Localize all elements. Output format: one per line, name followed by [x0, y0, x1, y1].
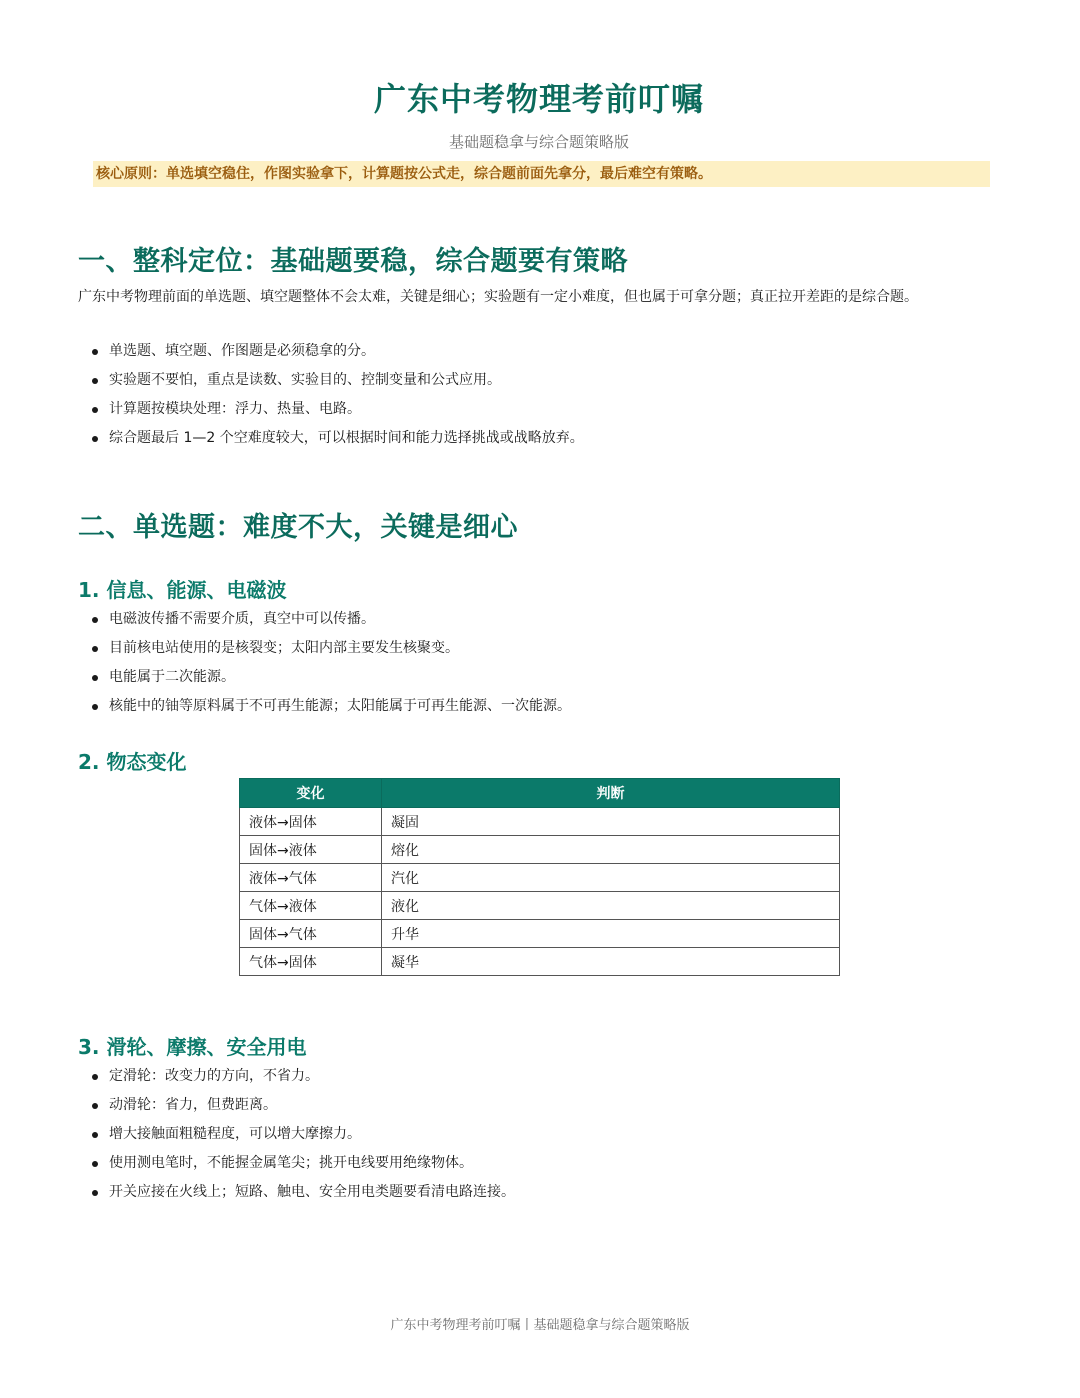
- list-item: 综合题最后 1—2 个空难度较大，可以根据时间和能力选择挑战或战略放弃。: [78, 424, 978, 453]
- table-row: [240, 836, 840, 864]
- phase-change-table: [239, 778, 840, 976]
- table-cell: 气体→固体: [240, 948, 382, 976]
- list-item: 单选题、填空题、作图题是必须稳拿的分。: [78, 337, 978, 366]
- subsection-3-list: [78, 1062, 978, 1207]
- list-item: 增大接触面粗糙程度，可以增大摩擦力。: [78, 1120, 978, 1149]
- table-cell: 液体→固体: [240, 808, 382, 836]
- table-cell: 凝固: [382, 808, 840, 836]
- page-footer: 广东中考物理考前叮嘱丨基础题稳拿与综合题策略版: [390, 1318, 690, 1333]
- list-item: 目前核电站使用的是核裂变；太阳内部主要发生核聚变。: [78, 634, 978, 663]
- section-1-heading: 一、整科定位：基础题要稳，综合题要有策略: [78, 246, 628, 277]
- table-row: [240, 892, 840, 920]
- table-cell: 气体→液体: [240, 892, 382, 920]
- table-cell: 熔化: [382, 836, 840, 864]
- table-row: [240, 920, 840, 948]
- core-principle-banner: 核心原则：单选填空稳住，作图实验拿下，计算题按公式走，综合题前面先拿分，最后难空有策略。: [93, 161, 990, 187]
- section-1-paragraph: 广东中考物理前面的单选题、填空题整体不会太难，关键是细心；实验题有一定小难度，但也属于可拿分题；真正拉开差距的是综合题。: [78, 289, 918, 305]
- list-item: 定滑轮：改变力的方向，不省力。: [78, 1062, 978, 1091]
- table-cell: 固体→气体: [240, 920, 382, 948]
- table-row: [240, 808, 840, 836]
- page-subtitle: 基础题稳拿与综合题策略版: [448, 133, 629, 151]
- section-2-heading: 二、单选题：难度不大，关键是细心: [78, 512, 518, 543]
- list-item: 实验题不要怕，重点是读数、实验目的、控制变量和公式应用。: [78, 366, 978, 395]
- list-item: 电磁波传播不需要介质，真空中可以传播。: [78, 605, 978, 634]
- table-header-change: 变化: [240, 779, 382, 808]
- list-item: 计算题按模块处理：浮力、热量、电路。: [78, 395, 978, 424]
- list-item: 开关应接在火线上；短路、触电、安全用电类题要看清电路连接。: [78, 1178, 978, 1207]
- subsection-3-heading: 3. 滑轮、摩擦、安全用电: [78, 1035, 307, 1059]
- table-row: [240, 864, 840, 892]
- subsection-1-list: [78, 605, 978, 721]
- list-item: 使用测电笔时，不能握金属笔尖；挑开电线要用绝缘物体。: [78, 1149, 978, 1178]
- table-cell: 汽化: [382, 864, 840, 892]
- table-cell: 固体→液体: [240, 836, 382, 864]
- table-header-judgement: 判断: [382, 779, 840, 808]
- table-header-row: [240, 779, 840, 808]
- section-1-list: [78, 337, 978, 453]
- list-item: 电能属于二次能源。: [78, 663, 978, 692]
- table-cell: 液体→气体: [240, 864, 382, 892]
- table-cell: 凝华: [382, 948, 840, 976]
- page-title: 广东中考物理考前叮嘱: [373, 80, 704, 118]
- list-item: 动滑轮：省力，但费距离。: [78, 1091, 978, 1120]
- table-row: [240, 948, 840, 976]
- table-cell: 液化: [382, 892, 840, 920]
- subsection-2-heading: 2. 物态变化: [78, 750, 187, 774]
- table-cell: 升华: [382, 920, 840, 948]
- subsection-1-heading: 1. 信息、能源、电磁波: [78, 578, 287, 602]
- list-item: 核能中的铀等原料属于不可再生能源；太阳能属于可再生能源、一次能源。: [78, 692, 978, 721]
